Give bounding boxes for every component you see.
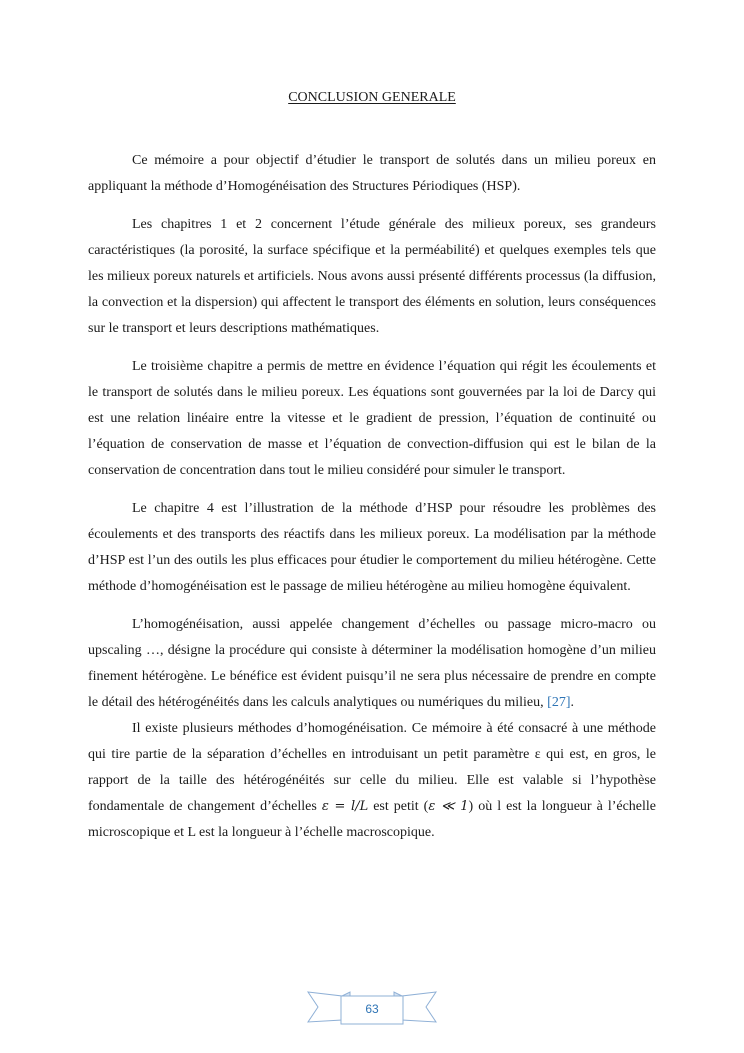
paragraph-2: Les chapitres 1 et 2 concernent l’étude générale des milieux poreux, ses grandeurs caractéristiques (la porosité, la surface spécifique et la perméabilité) et quelques exemples tels que les milieux poreux naturels et artificiels. Nous avons aussi présenté différents processus (la diffusion, la convection et la dispersion) qui affectent le transport des éléments en solution, leurs conséquences sur le transport et leurs descriptions mathématiques. bbox=[88, 217, 656, 336]
page-number: 63 bbox=[365, 1002, 379, 1016]
page-number-ribbon bbox=[300, 984, 444, 1034]
paragraph-5 bbox=[88, 612, 656, 716]
paragraph-1: Ce mémoire a pour objectif d’étudier le transport de solutés dans un milieu poreux en appliquant la méthode d’Homogénéisation des Structures Périodiques (HSP). bbox=[88, 153, 656, 194]
paragraph-5-text: L’homogénéisation, aussi appelée changement d’échelles ou passage micro-macro ou upscaling …, désigne la procédure qui consiste à déterminer la modélisation homogène d’un milieu finement hétérogène. Le bénéfice est évident puisqu’il ne sera plus nécessaire de prendre en compte le détail des hétérogénéités dans les calculs analytiques ou numériques du milieu, bbox=[88, 617, 656, 710]
equation-epsilon-ratio: ε = l/L bbox=[321, 799, 369, 814]
paragraph-3: Le troisième chapitre a permis de mettre en évidence l’équation qui régit les écoulements et le transport de solutés dans le milieu poreux. Les équations sont gouvernées par la loi de Darcy qui est une relation linéaire entre la vitesse et le gradient de pression, l’équation de continuité ou l’équation de conservation de masse et l’équation de convection-diffusion qui est le bilan de la conservation de concentration dans tout le milieu considéré pour simuler le transport. bbox=[88, 359, 656, 478]
paragraph-6-text-b: est petit ( bbox=[368, 799, 429, 814]
paragraph-5-end: . bbox=[570, 695, 574, 710]
body-text bbox=[88, 148, 656, 846]
page-title: CONCLUSION GENERALE bbox=[288, 90, 456, 105]
paragraph-6-text-a: Il existe plusieurs méthodes d’homogénéisation. Ce mémoire à été consacré à une méthode qui tire partie de la séparation d’échelles en introduisant un petit paramètre ε qui est, en gros, le rapport de la taille des hétérogénéités sur celle du milieu. Elle est valable si l’hypothèse fondamentale de changement d’échelles bbox=[88, 721, 656, 814]
citation-link[interactable]: [27] bbox=[547, 695, 571, 710]
equation-epsilon-small: ε ≪ 1 bbox=[428, 799, 469, 814]
paragraph-6-text-c: ) où l est la longueur à l’échelle microscopique et L est la longueur à l’échelle macroscopique. bbox=[88, 799, 657, 840]
paragraph-4: Le chapitre 4 est l’illustration de la méthode d’HSP pour résoudre les problèmes des écoulements et des transports des réactifs dans les milieux poreux. La modélisation par la méthode d’HSP est l’un des outils les plus efficaces pour étudier le comportement du milieu hétérogène. Cette méthode d’homogénéisation est le passage de milieu hétérogène au milieu homogène équivalent. bbox=[88, 501, 656, 594]
paragraph-6 bbox=[88, 716, 656, 846]
